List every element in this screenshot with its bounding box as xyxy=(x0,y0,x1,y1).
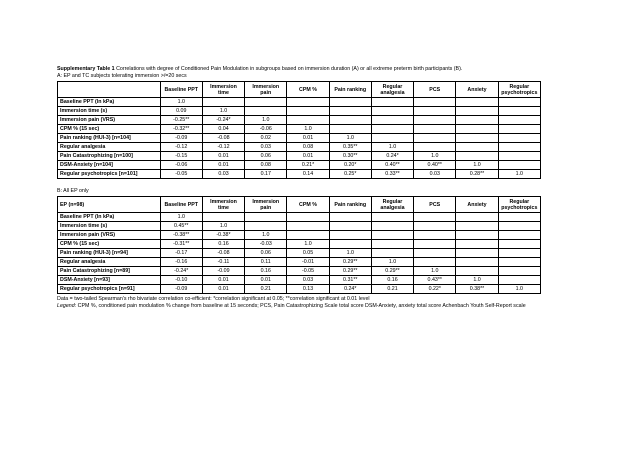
table-cell xyxy=(329,213,371,222)
table-cell: -0.32** xyxy=(160,125,202,134)
column-header: Regular psychotropics xyxy=(498,82,540,98)
table-cell xyxy=(414,107,456,116)
table-cell: 0.16 xyxy=(245,267,287,276)
caption-label: Supplementary Table 1 xyxy=(57,66,115,72)
section-a-title: A: EP and TC subjects tolerating immersion >/=20 secs xyxy=(57,73,187,79)
table-row xyxy=(58,276,541,285)
table-row xyxy=(58,107,541,116)
table-cell: 0.21* xyxy=(287,161,329,170)
table-cell xyxy=(245,222,287,231)
table-cell xyxy=(456,258,498,267)
table-cell: -0.12 xyxy=(202,143,244,152)
column-header: Regular analgesia xyxy=(371,82,413,98)
column-header: Regular psychotropics xyxy=(498,197,540,213)
table-cell xyxy=(498,231,540,240)
table-row xyxy=(58,125,541,134)
table-cell: 1.0 xyxy=(245,116,287,125)
table-cell: 1.0 xyxy=(456,276,498,285)
table-cell: 1.0 xyxy=(371,258,413,267)
table-row xyxy=(58,134,541,143)
table-cell xyxy=(371,240,413,249)
column-header: Immersion pain xyxy=(245,82,287,98)
table-cell: 0.14 xyxy=(287,170,329,179)
table-cell xyxy=(371,107,413,116)
table-cell xyxy=(371,222,413,231)
table-cell: -0.10 xyxy=(160,276,202,285)
column-header: Immersion time xyxy=(202,197,244,213)
row-label: Pain Catastrophizing [n=89] xyxy=(58,267,161,276)
table-row xyxy=(58,213,541,222)
row-label: Regular psychotropics [n=101] xyxy=(58,170,161,179)
table-cell xyxy=(456,213,498,222)
column-header: Anxiety xyxy=(456,197,498,213)
table-cell: 0.30** xyxy=(329,152,371,161)
correlation-table-b xyxy=(57,196,541,294)
table-cell xyxy=(498,161,540,170)
table-cell: -0.15 xyxy=(160,152,202,161)
table-corner-cell xyxy=(58,82,161,98)
table-cell xyxy=(202,213,244,222)
table-cell: 0.40** xyxy=(414,161,456,170)
table-cell: 0.03 xyxy=(414,170,456,179)
table-row xyxy=(58,161,541,170)
row-label: DSM-Anxiety [n=93] xyxy=(58,276,161,285)
table-cell: 0.03 xyxy=(287,276,329,285)
table-cell: 0.16 xyxy=(202,240,244,249)
table-cell: 1.0 xyxy=(329,249,371,258)
table-cell: 1.0 xyxy=(498,285,540,294)
table-cell: -0.06 xyxy=(160,161,202,170)
table-cell: 0.01 xyxy=(287,152,329,161)
table-cell: 0.40** xyxy=(371,161,413,170)
table-cell: 1.0 xyxy=(414,267,456,276)
table-cell xyxy=(329,116,371,125)
row-label: Pain ranking (HUI-3) [n=104] xyxy=(58,134,161,143)
table-header-row xyxy=(58,82,541,98)
table-cell xyxy=(498,267,540,276)
table-cell: 0.29** xyxy=(329,267,371,276)
table-cell: 0.04 xyxy=(202,125,244,134)
table-cell xyxy=(498,276,540,285)
table-cell xyxy=(329,231,371,240)
table-cell xyxy=(498,240,540,249)
table-cell xyxy=(329,125,371,134)
table-cell: 0.24* xyxy=(329,285,371,294)
table-cell: 0.21 xyxy=(245,285,287,294)
column-header: Anxiety xyxy=(456,82,498,98)
table-cell xyxy=(414,213,456,222)
table-row xyxy=(58,240,541,249)
row-label: Baseline PPT (ln kPa) xyxy=(58,213,161,222)
table-row xyxy=(58,222,541,231)
table-cell: 0.20* xyxy=(329,161,371,170)
table-cell: -0.24* xyxy=(202,116,244,125)
table-cell: 0.29** xyxy=(329,258,371,267)
table-cell: 0.08 xyxy=(245,161,287,170)
table-cell: 1.0 xyxy=(498,170,540,179)
table-cell: -0.03 xyxy=(245,240,287,249)
table-cell: 0.02 xyxy=(245,134,287,143)
table-cell xyxy=(329,107,371,116)
table-cell: 0.01 xyxy=(202,152,244,161)
row-label: Regular analgesia xyxy=(58,258,161,267)
table-cell: 1.0 xyxy=(160,98,202,107)
table-cell: 0.01 xyxy=(245,276,287,285)
row-label: CPM % (15 sec) xyxy=(58,125,161,134)
row-label: CPM % (15 sec) xyxy=(58,240,161,249)
column-header: Pain ranking xyxy=(329,82,371,98)
column-header: PCS xyxy=(414,197,456,213)
table-cell: -0.01 xyxy=(287,258,329,267)
table-cell: -0.12 xyxy=(160,143,202,152)
table-cell: -0.24* xyxy=(160,267,202,276)
table-cell xyxy=(498,125,540,134)
table-row xyxy=(58,170,541,179)
table-cell xyxy=(498,249,540,258)
table-cell xyxy=(456,143,498,152)
row-label: Pain ranking (HUI-3) [n=94] xyxy=(58,249,161,258)
table-cell: 1.0 xyxy=(371,143,413,152)
table-cell xyxy=(329,98,371,107)
table-cell: 0.33** xyxy=(371,170,413,179)
table-cell: -0.38** xyxy=(160,231,202,240)
table-cell: -0.31** xyxy=(160,240,202,249)
table-cell: 1.0 xyxy=(287,125,329,134)
table-cell: 1.0 xyxy=(414,152,456,161)
table-row xyxy=(58,231,541,240)
table-cell: 0.03 xyxy=(245,143,287,152)
table-cell xyxy=(456,107,498,116)
table-cell xyxy=(371,213,413,222)
table-cell: -0.17 xyxy=(160,249,202,258)
column-header: Regular analgesia xyxy=(371,197,413,213)
table-cell: 1.0 xyxy=(245,231,287,240)
column-header: CPM % xyxy=(287,82,329,98)
table-cell: -0.16 xyxy=(160,258,202,267)
table-row xyxy=(58,258,541,267)
table-cell xyxy=(498,98,540,107)
row-label: Baseline PPT (ln kPa) xyxy=(58,98,161,107)
table-cell: 1.0 xyxy=(329,134,371,143)
column-header: CPM % xyxy=(287,197,329,213)
row-label: Pain Catastrophizing [n=100] xyxy=(58,152,161,161)
table-cell: -0.38* xyxy=(202,231,244,240)
table-cell xyxy=(245,107,287,116)
table-cell: 0.13 xyxy=(287,285,329,294)
table-cell xyxy=(414,240,456,249)
table-cell xyxy=(456,222,498,231)
table-row xyxy=(58,249,541,258)
table-cell: -0.05 xyxy=(160,170,202,179)
table-cell xyxy=(456,152,498,161)
table-header-row xyxy=(58,197,541,213)
table-cell xyxy=(287,231,329,240)
table-cell xyxy=(329,222,371,231)
table-cell: 0.16 xyxy=(371,276,413,285)
column-header: Immersion pain xyxy=(245,197,287,213)
table-cell: -0.09 xyxy=(160,285,202,294)
table-row xyxy=(58,285,541,294)
table-cell xyxy=(498,152,540,161)
table-cell xyxy=(456,125,498,134)
table-cell: 1.0 xyxy=(287,240,329,249)
correlation-table-a xyxy=(57,81,541,179)
table-cell: 0.45** xyxy=(160,222,202,231)
table-cell: 1.0 xyxy=(202,222,244,231)
table-cell xyxy=(414,143,456,152)
table-cell: 0.06 xyxy=(245,249,287,258)
table-cell: 1.0 xyxy=(456,161,498,170)
table-cell xyxy=(414,134,456,143)
table-row xyxy=(58,267,541,276)
data-note: Data = two-tailed Spearman's rho bivariate correlation co-efficient: *correlation significant at 0.05; **correlation significant at 0.01 level xyxy=(57,296,370,302)
column-header: Baseline PPT xyxy=(160,197,202,213)
table-cell xyxy=(371,116,413,125)
table-caption xyxy=(57,66,617,73)
column-header: PCS xyxy=(414,82,456,98)
table-cell xyxy=(287,98,329,107)
table-cell xyxy=(329,240,371,249)
table-cell xyxy=(456,98,498,107)
table-cell: 0.31** xyxy=(329,276,371,285)
table-cell: 0.22* xyxy=(414,285,456,294)
table-cell xyxy=(414,98,456,107)
table-cell xyxy=(287,213,329,222)
table-cell xyxy=(498,143,540,152)
row-label: DSM-Anxiety [n=104] xyxy=(58,161,161,170)
table-cell: -0.08 xyxy=(202,249,244,258)
table-cell: -0.11 xyxy=(202,258,244,267)
table-cell: -0.25** xyxy=(160,116,202,125)
table-cell xyxy=(287,107,329,116)
table-cell: 0.28** xyxy=(456,170,498,179)
table-row xyxy=(58,116,541,125)
row-label: Immersion pain (VRS) xyxy=(58,231,161,240)
table-cell: 0.09 xyxy=(160,107,202,116)
table-cell: -0.06 xyxy=(245,125,287,134)
table-cell: -0.08 xyxy=(202,134,244,143)
row-label: Immersion pain (VRS) xyxy=(58,116,161,125)
table-cell xyxy=(371,125,413,134)
section-b-title: B: All EP only xyxy=(57,188,89,194)
table-cell: 0.01 xyxy=(287,134,329,143)
table-cell: 0.43** xyxy=(414,276,456,285)
table-cell xyxy=(371,231,413,240)
table-row xyxy=(58,98,541,107)
table-cell xyxy=(414,249,456,258)
table-cell: 0.11 xyxy=(245,258,287,267)
table-cell: 1.0 xyxy=(160,213,202,222)
table-cell: 0.08 xyxy=(287,143,329,152)
table-cell xyxy=(498,222,540,231)
table-cell: -0.09 xyxy=(202,267,244,276)
table-cell: 0.24* xyxy=(371,152,413,161)
row-label: Regular psychotropics [n=91] xyxy=(58,285,161,294)
row-label: Immersion time (s) xyxy=(58,107,161,116)
row-label: Immersion time (s) xyxy=(58,222,161,231)
table-cell xyxy=(245,98,287,107)
caption-text: Correlations with degree of Conditioned Pain Modulation in subgroups based on immersion duration (A) or all extreme preterm birth participants (B). xyxy=(116,66,463,72)
legend-note xyxy=(57,303,577,310)
table-row xyxy=(58,152,541,161)
table-cell: -0.05 xyxy=(287,267,329,276)
table-notes xyxy=(57,296,577,310)
table-cell xyxy=(245,213,287,222)
table-cell xyxy=(498,116,540,125)
table-cell xyxy=(202,98,244,107)
table-cell xyxy=(456,249,498,258)
legend-label: Legend xyxy=(57,303,75,309)
table-cell xyxy=(414,222,456,231)
table-cell: 0.25* xyxy=(329,170,371,179)
table-cell xyxy=(456,116,498,125)
table-cell: 0.01 xyxy=(202,285,244,294)
row-label: Regular analgesia xyxy=(58,143,161,152)
table-cell xyxy=(498,258,540,267)
table-cell xyxy=(287,222,329,231)
table-cell xyxy=(414,258,456,267)
table-cell: 0.29** xyxy=(371,267,413,276)
column-header: Baseline PPT xyxy=(160,82,202,98)
table-cell xyxy=(498,134,540,143)
table-cell xyxy=(456,240,498,249)
table-cell: 0.21 xyxy=(371,285,413,294)
table-cell xyxy=(371,249,413,258)
table-cell: 0.38** xyxy=(456,285,498,294)
table-cell xyxy=(456,231,498,240)
table-cell: 0.01 xyxy=(202,161,244,170)
table-cell xyxy=(498,107,540,116)
column-header: Immersion time xyxy=(202,82,244,98)
table-cell: -0.09 xyxy=(160,134,202,143)
legend-text: : CPM %, conditioned pain modulation % change from baseline at 15 seconds; PCS, Pain Catastrophizing Scale total score DSM-Anxiety, anxiety total score Achenbach Youth Self-Report scale xyxy=(74,303,526,309)
table-cell: 0.05 xyxy=(287,249,329,258)
table-cell xyxy=(414,125,456,134)
table-cell xyxy=(498,213,540,222)
column-header: Pain ranking xyxy=(329,197,371,213)
table-row xyxy=(58,143,541,152)
table-cell: 1.0 xyxy=(202,107,244,116)
table-cell: 0.01 xyxy=(202,276,244,285)
table-cell xyxy=(371,134,413,143)
table-cell xyxy=(456,267,498,276)
table-cell: 0.35** xyxy=(329,143,371,152)
table-cell xyxy=(414,116,456,125)
table-cell: 0.03 xyxy=(202,170,244,179)
table-cell: 0.06 xyxy=(245,152,287,161)
table-corner-cell: EP (n=98) xyxy=(58,197,161,213)
table-cell xyxy=(371,98,413,107)
table-cell xyxy=(456,134,498,143)
table-cell xyxy=(414,231,456,240)
table-cell: 0.17 xyxy=(245,170,287,179)
table-cell xyxy=(287,116,329,125)
